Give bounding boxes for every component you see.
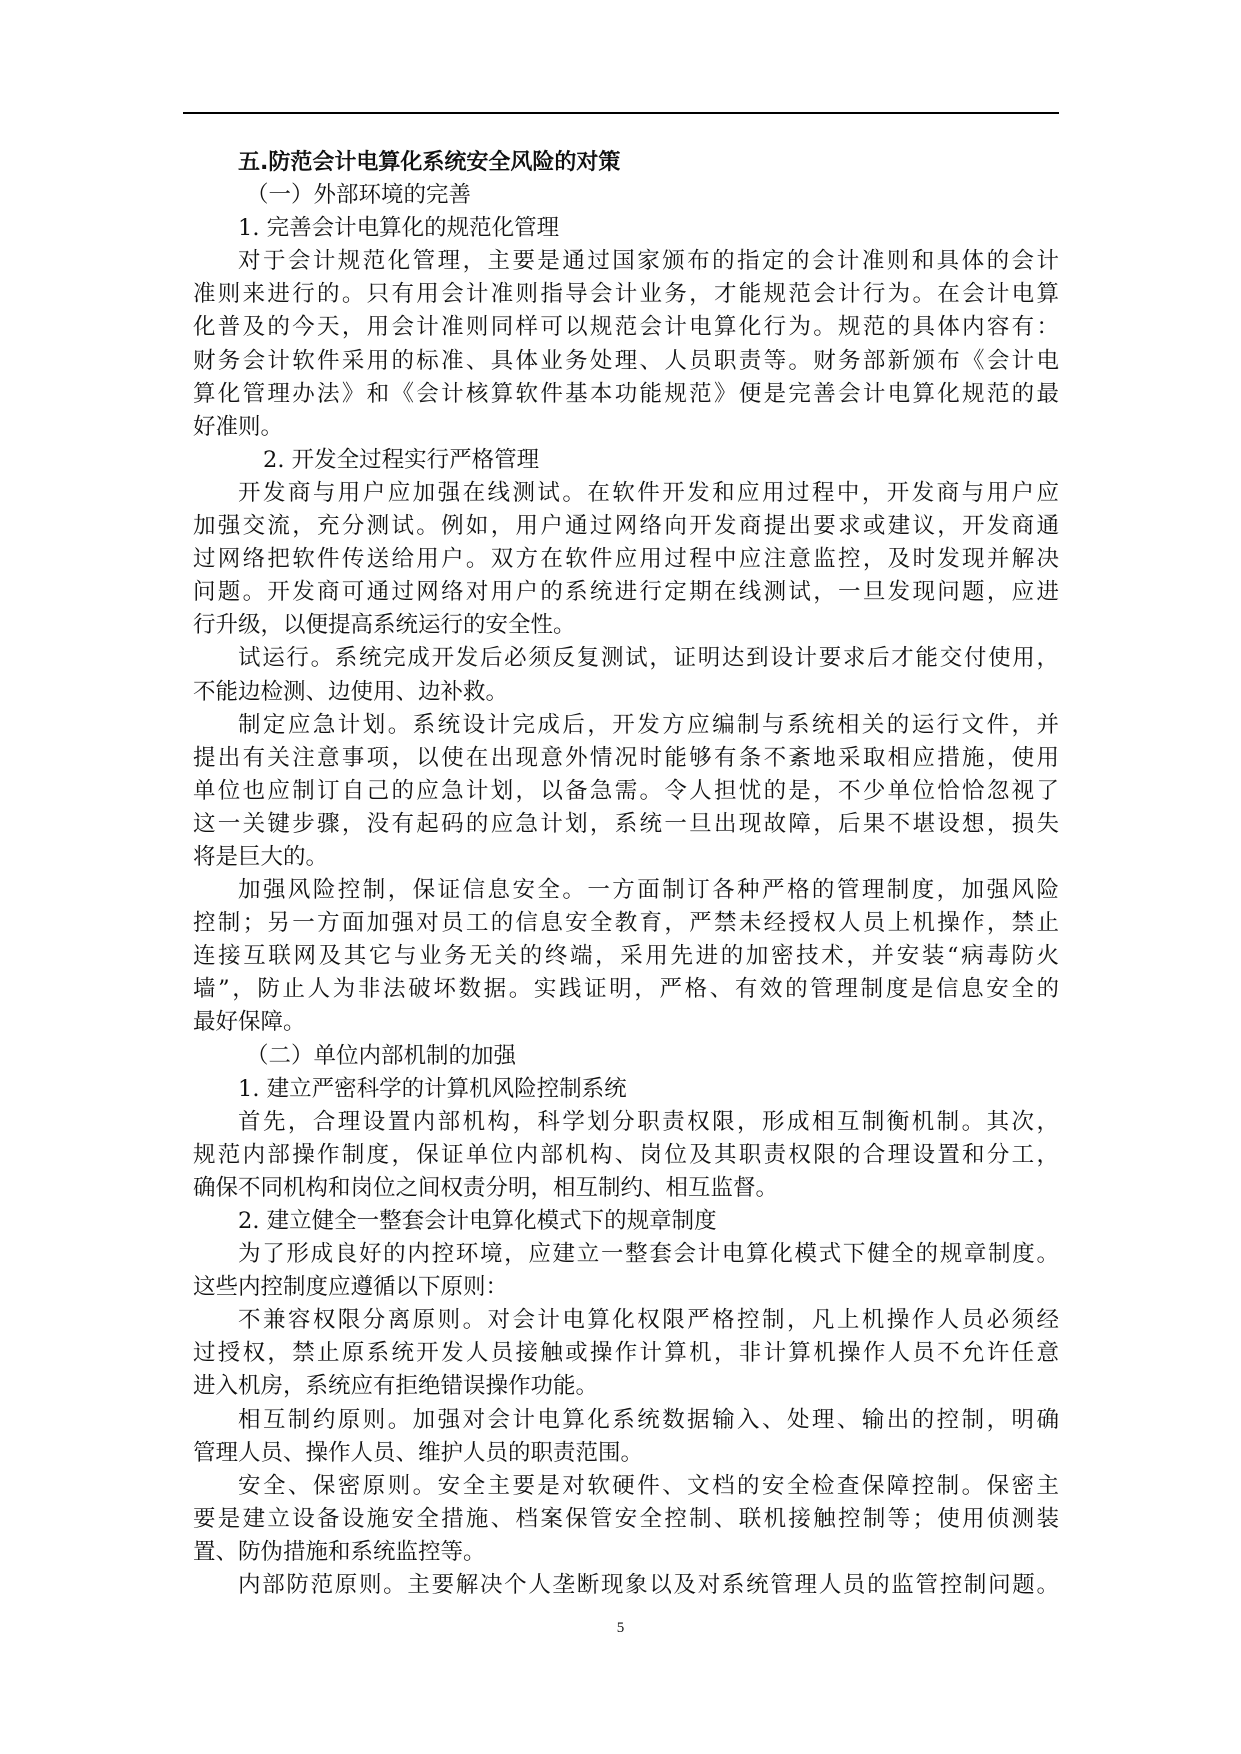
text-line: 这些内控制度应遵循以下原则： xyxy=(193,1274,509,1301)
text-line: 2. 建立健全一整套会计电算化模式下的规章制度 xyxy=(238,1208,717,1234)
text-line: 加强交流，充分测试。例如，用户通过网络向开发商提出要求或建议，开发商通 xyxy=(193,513,1059,540)
text-line: 开发商与用户应加强在线测试。在软件开发和应用过程中，开发商与用户应 xyxy=(238,479,1059,506)
body-text xyxy=(193,146,1059,1602)
text-line: 财务会计软件采用的标准、具体业务处理、人员职责等。财务部新颁布《会计电 xyxy=(193,347,1059,374)
text-line: 控制；另一方面加强对员工的信息安全教育，严禁未经授权人员上机操作，禁止 xyxy=(193,910,1059,937)
text-line: 安全、保密原则。安全主要是对软硬件、文档的安全检查保障控制。保密主 xyxy=(238,1472,1059,1499)
header-rule xyxy=(183,112,1059,114)
text-line: 为了形成良好的内控环境，应建立一整套会计电算化模式下健全的规章制度。 xyxy=(238,1241,1059,1268)
text-line: 好准则。 xyxy=(193,413,284,440)
text-line: （一）外部环境的完善 xyxy=(246,182,472,209)
text-line: 提出有关注意事项，以使在出现意外情况时能够有条不紊地采取相应措施，使用 xyxy=(193,744,1059,771)
text-line: 连接互联网及其它与业务无关的终端，采用先进的加密技术，并安装“病毒防火 xyxy=(193,943,1059,970)
text-line: 过网络把软件传送给用户。双方在软件应用过程中应注意监控，及时发现并解决 xyxy=(193,546,1059,573)
text-line: 不兼容权限分离原则。对会计电算化权限严格控制，凡上机操作人员必须经 xyxy=(238,1307,1059,1334)
text-line: 相互制约原则。加强对会计电算化系统数据输入、处理、输出的控制，明确 xyxy=(238,1406,1059,1433)
text-line: 单位也应制订自己的应急计划，以备急需。令人担忧的是，不少单位恰恰忽视了 xyxy=(193,777,1059,804)
text-line: 1. 建立严密科学的计算机风险控制系统 xyxy=(238,1075,627,1102)
text-line: 算化管理办法》和《会计核算软件基本功能规范》便是完善会计电算化规范的最 xyxy=(193,380,1059,407)
text-line: 不能边检测、边使用、边补救。 xyxy=(193,678,509,705)
text-line: 对于会计规范化管理，主要是通过国家颁布的指定的会计准则和具体的会计 xyxy=(238,248,1059,275)
page-number: 5 xyxy=(616,1620,625,1636)
text-line: 确保不同机构和岗位之间权责分明，相互制约、相互监督。 xyxy=(193,1174,779,1201)
text-line: 试运行。系统完成开发后必须反复测试，证明达到设计要求后才能交付使用， xyxy=(238,645,1059,672)
text-line: 将是巨大的。 xyxy=(193,843,329,870)
text-line: 准则来进行的。只有用会计准则指导会计业务，才能规范会计行为。在会计电算 xyxy=(193,281,1059,308)
text-line: 进入机房，系统应有拒绝错误操作功能。 xyxy=(193,1373,599,1400)
text-line: 制定应急计划。系统设计完成后，开发方应编制与系统相关的运行文件，并 xyxy=(238,711,1059,738)
text-line: 问题。开发商可通过网络对用户的系统进行定期在线测试，一旦发现问题，应进 xyxy=(193,579,1059,606)
text-line: 这一关键步骤，没有起码的应急计划，系统一旦出现故障，后果不堪设想，损失 xyxy=(193,810,1059,837)
text-line: 首先，合理设置内部机构，科学划分职责权限，形成相互制衡机制。其次， xyxy=(238,1108,1059,1135)
text-line: 内部防范原则。主要解决个人垄断现象以及对系统管理人员的监管控制问题。 xyxy=(238,1572,1059,1599)
text-line: 墙”，防止人为非法破坏数据。实践证明，严格、有效的管理制度是信息安全的 xyxy=(193,976,1059,1003)
text-line: 过授权，禁止原系统开发人员接触或操作计算机，非计算机操作人员不允许任意 xyxy=(193,1340,1059,1367)
text-line: 五.防范会计电算化系统安全风险的对策 xyxy=(238,150,621,175)
text-line: 1. 完善会计电算化的规范化管理 xyxy=(238,215,560,242)
text-line: 2. 开发全过程实行严格管理 xyxy=(263,446,540,473)
text-line: 行升级，以便提高系统运行的安全性。 xyxy=(193,612,576,639)
text-line: 最好保障。 xyxy=(193,1009,306,1036)
text-line: 置、防伪措施和系统监控等。 xyxy=(193,1538,486,1565)
text-line: 化普及的今天，用会计准则同样可以规范会计电算化行为。规范的具体内容有： xyxy=(193,314,1059,341)
text-line: 加强风险控制，保证信息安全。一方面制订各种严格的管理制度，加强风险 xyxy=(238,877,1059,904)
text-line: 要是建立设备设施安全措施、档案保管安全控制、联机接触控制等；使用侦测装 xyxy=(193,1505,1059,1532)
text-line: （二）单位内部机制的加强 xyxy=(246,1042,517,1069)
text-line: 管理人员、操作人员、维护人员的职责范围。 xyxy=(193,1439,644,1466)
text-line: 规范内部操作制度，保证单位内部机构、岗位及其职责权限的合理设置和分工， xyxy=(193,1141,1059,1168)
